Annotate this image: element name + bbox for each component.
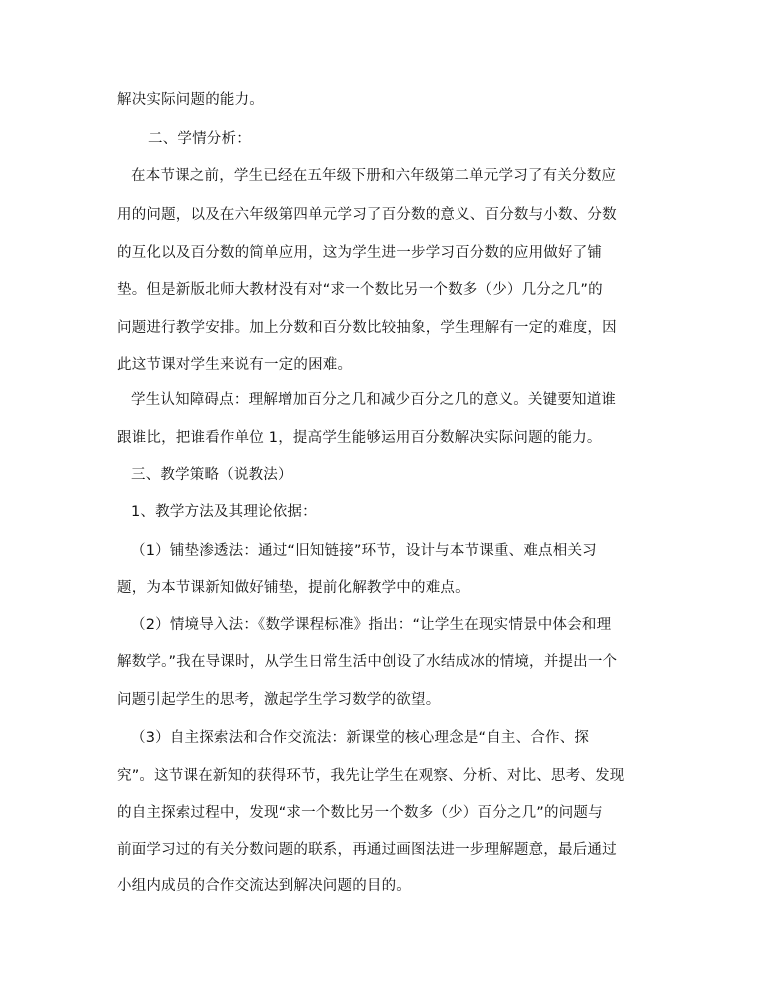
paragraph-line: 解决实际问题的能力。	[117, 92, 264, 108]
section-heading-teaching-strategy: 三、教学策略（说教法）	[131, 467, 293, 483]
paragraph-line: 问题引起学生的思考，激起学生学习数学的欲望。	[117, 692, 441, 708]
section-heading-student-analysis: 二、学情分析：	[148, 131, 251, 147]
paragraph-line: （2）情境导入法：《数学课程标准》指出：“让学生在现实情景中体会和理	[131, 617, 612, 633]
paragraph-line: （1）铺垫渗透法：通过“旧知链接”环节，设计与本节课重、难点相关习	[131, 543, 597, 559]
paragraph-line: 学生认知障碍点：理解增加百分之几和减少百分之几的意义。关键要知道谁	[131, 392, 617, 408]
paragraph-line: 用的问题，以及在六年级第四单元学习了百分数的意义、百分数与小数、分数	[117, 207, 617, 223]
subsection-heading-methods: 1、教学方法及其理论依据：	[131, 504, 317, 520]
paragraph-line: 题，为本节课新知做好铺垫，提前化解教学中的难点。	[117, 580, 470, 596]
paragraph-line: （3）自主探索法和合作交流法：新课堂的核心理念是“自主、合作、探	[131, 730, 590, 746]
paragraph-line: 问题进行教学安排。加上分数和百分数比较抽象，学生理解有一定的难度，因	[117, 320, 617, 336]
paragraph-line: 的互化以及百分数的简单应用，这为学生进一步学习百分数的应用做好了铺	[117, 245, 603, 261]
paragraph-line: 在本节课之前，学生已经在五年级下册和六年级第二单元学习了有关分数应	[131, 168, 617, 184]
paragraph-line: 前面学习过的有关分数问题的联系，再通过画图法进一步理解题意，最后通过	[117, 842, 617, 858]
paragraph-line: 垫。但是新版北师大教材没有对“求一个数比另一个数多（少）几分之几”的	[117, 282, 603, 298]
paragraph-line: 的自主探索过程中，发现“求一个数比另一个数多（少）百分之几”的问题与	[117, 805, 603, 821]
paragraph-line: 小组内成员的合作交流达到解决问题的目的。	[117, 878, 411, 894]
paragraph-line: 此这节课对学生来说有一定的困难。	[117, 357, 353, 373]
paragraph-line: 究”。这节课在新知的获得环节，我先让学生在观察、分析、对比、思考、发现	[117, 768, 625, 784]
paragraph-line: 跟谁比，把谁看作单位 1，提高学生能够运用百分数解决实际问题的能力。	[117, 430, 602, 446]
paragraph-line: 解数学。”我在导课时，从学生日常生活中创设了水结成冰的情境，并提出一个	[117, 654, 618, 670]
